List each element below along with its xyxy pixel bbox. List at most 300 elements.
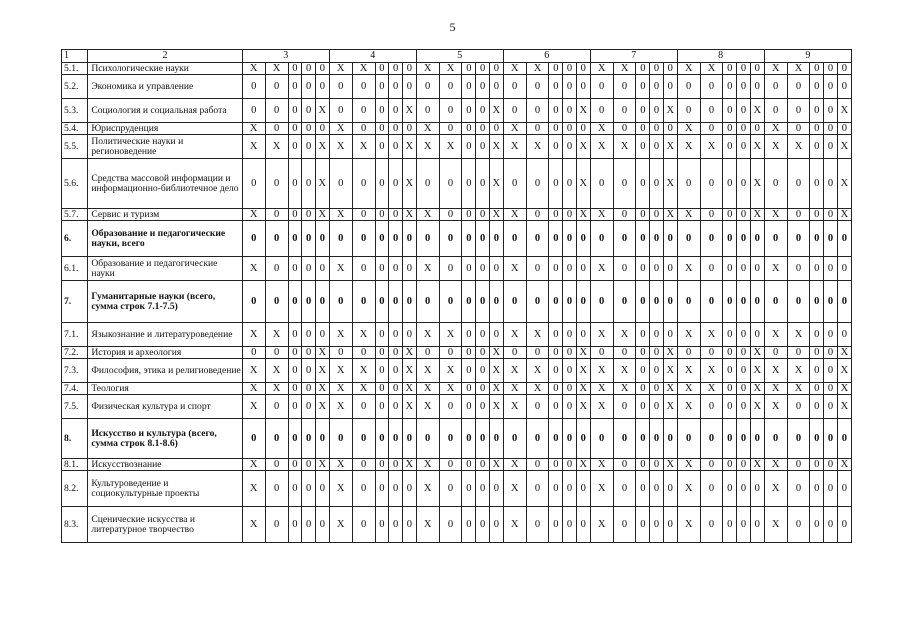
data-cell: X	[416, 257, 439, 281]
data-cell: X	[416, 383, 439, 395]
data-cell: X	[750, 347, 764, 359]
data-cell: 0	[462, 99, 476, 123]
data-cell: 0	[810, 123, 824, 135]
data-cell: 0	[764, 159, 787, 209]
data-cell: 0	[650, 75, 664, 99]
data-cell: 0	[375, 419, 389, 459]
data-cell: 0	[315, 123, 329, 135]
data-cell: X	[576, 383, 590, 395]
data-cell: X	[576, 359, 590, 383]
data-cell: 0	[810, 471, 824, 507]
data-cell: 0	[329, 75, 352, 99]
data-cell: 0	[302, 159, 316, 209]
data-cell: 0	[810, 359, 824, 383]
data-cell: X	[402, 135, 416, 159]
data-cell: 0	[837, 471, 851, 507]
data-cell: X	[315, 359, 329, 383]
data-cell: 0	[503, 281, 526, 323]
data-cell: X	[416, 359, 439, 383]
data-cell: 0	[613, 507, 636, 543]
data-cell: 0	[462, 383, 476, 395]
data-cell: 0	[375, 281, 389, 323]
data-cell: 0	[723, 419, 737, 459]
data-cell: 0	[526, 257, 549, 281]
data-cell: X	[352, 63, 375, 75]
data-cell: 0	[576, 63, 590, 75]
row-label: Культуроведение и социокультурные проекты	[88, 471, 242, 507]
data-cell: 0	[613, 159, 636, 209]
data-cell: 0	[636, 395, 650, 419]
data-cell: 0	[700, 257, 723, 281]
data-cell: 0	[526, 123, 549, 135]
data-cell: 0	[636, 471, 650, 507]
data-cell: 0	[636, 75, 650, 99]
data-cell: X	[329, 395, 352, 419]
data-cell: X	[764, 135, 787, 159]
data-cell: X	[439, 323, 462, 347]
data-cell: X	[837, 159, 851, 209]
data-cell: 0	[526, 209, 549, 221]
row-number: 7.3.	[62, 359, 88, 383]
row-number: 5.4.	[62, 123, 88, 135]
data-cell: 0	[389, 323, 403, 347]
row-label: Искусство и культура (всего, сумма строк 8.1-8.6)	[88, 419, 242, 459]
data-cell: 0	[375, 135, 389, 159]
data-cell: X	[242, 135, 265, 159]
data-cell: 0	[723, 257, 737, 281]
data-cell: 0	[389, 395, 403, 419]
data-cell: 0	[824, 281, 838, 323]
data-cell: 0	[439, 257, 462, 281]
table-row	[62, 395, 852, 419]
data-cell: X	[352, 323, 375, 347]
data-cell: 0	[352, 507, 375, 543]
data-cell: X	[613, 63, 636, 75]
data-cell: 0	[613, 209, 636, 221]
data-cell: 0	[416, 419, 439, 459]
data-cell: 0	[549, 507, 563, 543]
data-cell: 0	[563, 209, 577, 221]
table-row	[62, 471, 852, 507]
data-cell: 0	[750, 471, 764, 507]
data-cell: X	[764, 395, 787, 419]
data-cell: 0	[315, 63, 329, 75]
data-cell: 0	[526, 507, 549, 543]
data-cell: 0	[824, 159, 838, 209]
row-number: 5.5.	[62, 135, 88, 159]
data-cell: X	[750, 159, 764, 209]
data-cell: 0	[810, 281, 824, 323]
data-cell: X	[677, 383, 700, 395]
data-cell: X	[352, 135, 375, 159]
row-label: Экономика и управление	[88, 75, 242, 99]
data-cell: 0	[489, 281, 503, 323]
data-cell: 0	[576, 419, 590, 459]
data-cell: 0	[265, 221, 288, 257]
data-cell: 0	[389, 471, 403, 507]
data-cell: 0	[723, 507, 737, 543]
data-cell: 0	[636, 123, 650, 135]
data-cell: 0	[737, 383, 751, 395]
data-cell: 0	[549, 323, 563, 347]
page-number: 5	[449, 20, 456, 34]
data-cell: 0	[476, 395, 490, 419]
data-cell: 0	[650, 221, 664, 257]
data-cell: 0	[389, 383, 403, 395]
data-cell: 0	[375, 507, 389, 543]
data-cell: 0	[677, 221, 700, 257]
table-row	[62, 419, 852, 459]
data-cell: 0	[837, 123, 851, 135]
data-cell: 0	[352, 281, 375, 323]
data-cell: 0	[563, 75, 577, 99]
data-cell: X	[315, 99, 329, 123]
data-cell: X	[750, 359, 764, 383]
data-cell: 0	[288, 221, 302, 257]
data-cell: 0	[462, 395, 476, 419]
data-cell: X	[242, 257, 265, 281]
data-cell: X	[787, 383, 810, 395]
data-cell: 0	[315, 507, 329, 543]
data-cell: X	[489, 347, 503, 359]
data-cell: X	[837, 347, 851, 359]
data-cell: X	[764, 471, 787, 507]
data-cell: X	[402, 395, 416, 419]
data-cell: X	[590, 507, 613, 543]
data-cell: 0	[636, 323, 650, 347]
data-cell: 0	[787, 221, 810, 257]
data-cell: 0	[265, 507, 288, 543]
data-cell: X	[242, 459, 265, 471]
data-cell: 0	[636, 221, 650, 257]
data-cell: X	[764, 323, 787, 347]
data-cell: 0	[613, 99, 636, 123]
data-cell: 0	[837, 281, 851, 323]
data-cell: 0	[375, 209, 389, 221]
data-cell: 0	[526, 99, 549, 123]
data-cell: 0	[549, 159, 563, 209]
data-cell: X	[663, 209, 677, 221]
data-cell: X	[837, 459, 851, 471]
data-cell: 0	[476, 419, 490, 459]
data-cell: X	[663, 159, 677, 209]
data-cell: 0	[389, 209, 403, 221]
data-cell: 0	[549, 123, 563, 135]
data-cell: 0	[613, 471, 636, 507]
data-cell: 0	[810, 257, 824, 281]
data-cell: X	[503, 323, 526, 347]
data-cell: X	[242, 471, 265, 507]
data-cell: 0	[389, 221, 403, 257]
header-cell-name: 2	[88, 50, 242, 63]
row-number: 6.1.	[62, 257, 88, 281]
data-cell: X	[402, 347, 416, 359]
data-cell: 0	[787, 123, 810, 135]
table-row	[62, 99, 852, 123]
data-cell: 0	[590, 221, 613, 257]
data-cell: 0	[750, 419, 764, 459]
data-cell: 0	[700, 159, 723, 209]
data-cell: X	[439, 383, 462, 395]
data-cell: 0	[563, 395, 577, 419]
data-cell: 0	[636, 459, 650, 471]
data-cell: 0	[489, 257, 503, 281]
data-cell: X	[402, 159, 416, 209]
data-cell: 0	[242, 347, 265, 359]
data-cell: 0	[302, 383, 316, 395]
data-cell: 0	[489, 507, 503, 543]
data-cell: X	[329, 359, 352, 383]
data-cell: 0	[462, 281, 476, 323]
data-cell: 0	[576, 507, 590, 543]
data-cell: X	[613, 323, 636, 347]
data-cell: 0	[563, 63, 577, 75]
data-cell: 0	[549, 471, 563, 507]
data-cell: X	[764, 257, 787, 281]
table-row	[62, 159, 852, 209]
data-cell: 0	[402, 507, 416, 543]
data-cell: 0	[352, 75, 375, 99]
data-cell: 0	[549, 221, 563, 257]
data-cell: X	[329, 459, 352, 471]
data-cell: 0	[462, 507, 476, 543]
data-cell: 0	[302, 75, 316, 99]
data-cell: X	[590, 63, 613, 75]
data-cell: X	[503, 257, 526, 281]
data-cell: X	[750, 383, 764, 395]
data-cell: 0	[837, 63, 851, 75]
data-cell: 0	[636, 281, 650, 323]
data-cell: 0	[677, 99, 700, 123]
data-cell: X	[416, 209, 439, 221]
row-number: 6.	[62, 221, 88, 257]
table-row	[62, 257, 852, 281]
data-cell: 0	[375, 159, 389, 209]
data-cell: 0	[824, 471, 838, 507]
data-cell: X	[590, 257, 613, 281]
data-cell: 0	[439, 123, 462, 135]
table-row	[62, 507, 852, 543]
data-cell: X	[489, 159, 503, 209]
data-cell: 0	[265, 471, 288, 507]
data-cell: 0	[824, 99, 838, 123]
data-cell: X	[677, 359, 700, 383]
row-number: 7.	[62, 281, 88, 323]
data-cell: 0	[389, 459, 403, 471]
data-cell: 0	[764, 99, 787, 123]
data-cell: X	[590, 471, 613, 507]
data-cell: 0	[723, 123, 737, 135]
data-cell: 0	[824, 135, 838, 159]
row-number: 7.1.	[62, 323, 88, 347]
data-cell: 0	[576, 221, 590, 257]
data-cell: 0	[439, 159, 462, 209]
data-cell: 0	[462, 459, 476, 471]
data-cell: X	[576, 395, 590, 419]
data-cell: X	[242, 209, 265, 221]
data-cell: 0	[810, 459, 824, 471]
data-cell: 0	[563, 419, 577, 459]
data-cell: 0	[549, 359, 563, 383]
data-cell: 0	[288, 123, 302, 135]
data-cell: 0	[824, 221, 838, 257]
data-cell: 0	[723, 395, 737, 419]
data-cell: 0	[476, 63, 490, 75]
data-cell: 0	[613, 419, 636, 459]
data-cell: X	[329, 507, 352, 543]
data-cell: 0	[288, 323, 302, 347]
data-cell: 0	[352, 395, 375, 419]
data-cell: 0	[288, 63, 302, 75]
data-cell: 0	[288, 159, 302, 209]
row-label: Юриспруденция	[88, 123, 242, 135]
data-cell: 0	[375, 221, 389, 257]
data-cell: 0	[750, 507, 764, 543]
data-cell: 0	[549, 281, 563, 323]
data-cell: 0	[402, 419, 416, 459]
data-cell: 0	[824, 459, 838, 471]
data-cell: 0	[737, 75, 751, 99]
data-cell: X	[416, 63, 439, 75]
data-cell: 0	[787, 507, 810, 543]
data-cell: 0	[563, 507, 577, 543]
data-cell: 0	[265, 257, 288, 281]
data-cell: 0	[302, 257, 316, 281]
data-cell: 0	[750, 63, 764, 75]
data-cell: 0	[265, 99, 288, 123]
data-cell: 0	[549, 75, 563, 99]
table-row	[62, 63, 852, 75]
data-cell: 0	[737, 323, 751, 347]
data-cell: 0	[439, 281, 462, 323]
data-cell: 0	[650, 359, 664, 383]
data-cell: 0	[650, 419, 664, 459]
data-cell: 0	[352, 257, 375, 281]
data-cell: X	[315, 395, 329, 419]
data-cell: 0	[677, 281, 700, 323]
row-label: Сценические искусства и литературное творчество	[88, 507, 242, 543]
data-cell: 0	[663, 507, 677, 543]
data-cell: 0	[416, 347, 439, 359]
data-cell: 0	[389, 281, 403, 323]
data-cell: X	[503, 63, 526, 75]
data-cell: 0	[288, 507, 302, 543]
data-cell: 0	[352, 471, 375, 507]
data-cell: X	[439, 135, 462, 159]
data-cell: 0	[576, 257, 590, 281]
data-cell: 0	[416, 159, 439, 209]
data-cell: 0	[315, 257, 329, 281]
data-cell: 0	[302, 419, 316, 459]
data-cell: X	[837, 359, 851, 383]
data-cell: 0	[663, 75, 677, 99]
data-cell: 0	[549, 347, 563, 359]
data-cell: X	[837, 135, 851, 159]
data-cell: 0	[375, 459, 389, 471]
data-cell: X	[329, 257, 352, 281]
data-cell: 0	[737, 281, 751, 323]
data-cell: X	[242, 63, 265, 75]
data-cell: 0	[810, 75, 824, 99]
data-cell: 0	[503, 347, 526, 359]
data-cell: 0	[265, 75, 288, 99]
data-cell: 0	[613, 257, 636, 281]
data-cell: X	[677, 323, 700, 347]
data-cell: 0	[526, 419, 549, 459]
data-cell: 0	[636, 507, 650, 543]
data-cell: X	[764, 123, 787, 135]
data-cell: X	[503, 209, 526, 221]
data-cell: 0	[576, 281, 590, 323]
data-cell: X	[576, 209, 590, 221]
data-cell: 0	[416, 75, 439, 99]
data-cell: X	[787, 135, 810, 159]
data-cell: 0	[650, 347, 664, 359]
data-cell: X	[265, 63, 288, 75]
data-cell: 0	[787, 209, 810, 221]
data-cell: 0	[462, 135, 476, 159]
data-cell: 0	[302, 281, 316, 323]
data-cell: 0	[723, 459, 737, 471]
data-cell: X	[329, 383, 352, 395]
data-cell: X	[750, 135, 764, 159]
data-cell: 0	[549, 459, 563, 471]
data-cell: 0	[439, 507, 462, 543]
data-cell: 0	[288, 99, 302, 123]
data-cell: 0	[700, 395, 723, 419]
row-label: Гуманитарные науки (всего, сумма строк 7.1-7.5)	[88, 281, 242, 323]
data-cell: 0	[563, 459, 577, 471]
data-cell: 0	[375, 347, 389, 359]
row-number: 8.	[62, 419, 88, 459]
data-cell: 0	[549, 395, 563, 419]
data-cell: 0	[329, 347, 352, 359]
data-cell: X	[489, 395, 503, 419]
data-cell: X	[764, 359, 787, 383]
data-cell: 0	[613, 281, 636, 323]
data-cell: 0	[329, 221, 352, 257]
data-cell: 0	[288, 209, 302, 221]
data-cell: 0	[439, 459, 462, 471]
data-cell: 0	[242, 99, 265, 123]
data-cell: X	[787, 359, 810, 383]
header-cell-group: 6	[503, 50, 590, 63]
data-cell: X	[503, 359, 526, 383]
data-cell: 0	[242, 75, 265, 99]
data-cell: X	[352, 359, 375, 383]
data-cell: X	[503, 471, 526, 507]
row-label: Сервис и туризм	[88, 209, 242, 221]
data-cell: 0	[737, 257, 751, 281]
data-cell: 0	[590, 75, 613, 99]
data-cell: 0	[636, 63, 650, 75]
data-cell: X	[837, 395, 851, 419]
data-cell: X	[315, 209, 329, 221]
data-cell: X	[416, 459, 439, 471]
data-cell: 0	[723, 221, 737, 257]
data-cell: 0	[824, 63, 838, 75]
data-cell: 0	[315, 281, 329, 323]
data-cell: X	[242, 123, 265, 135]
data-cell: 0	[389, 507, 403, 543]
data-cell: 0	[439, 395, 462, 419]
row-label: Психологические науки	[88, 63, 242, 75]
data-cell: 0	[700, 99, 723, 123]
data-cell: 0	[824, 257, 838, 281]
data-cell: 0	[462, 75, 476, 99]
row-number: 5.7.	[62, 209, 88, 221]
data-cell: 0	[462, 221, 476, 257]
